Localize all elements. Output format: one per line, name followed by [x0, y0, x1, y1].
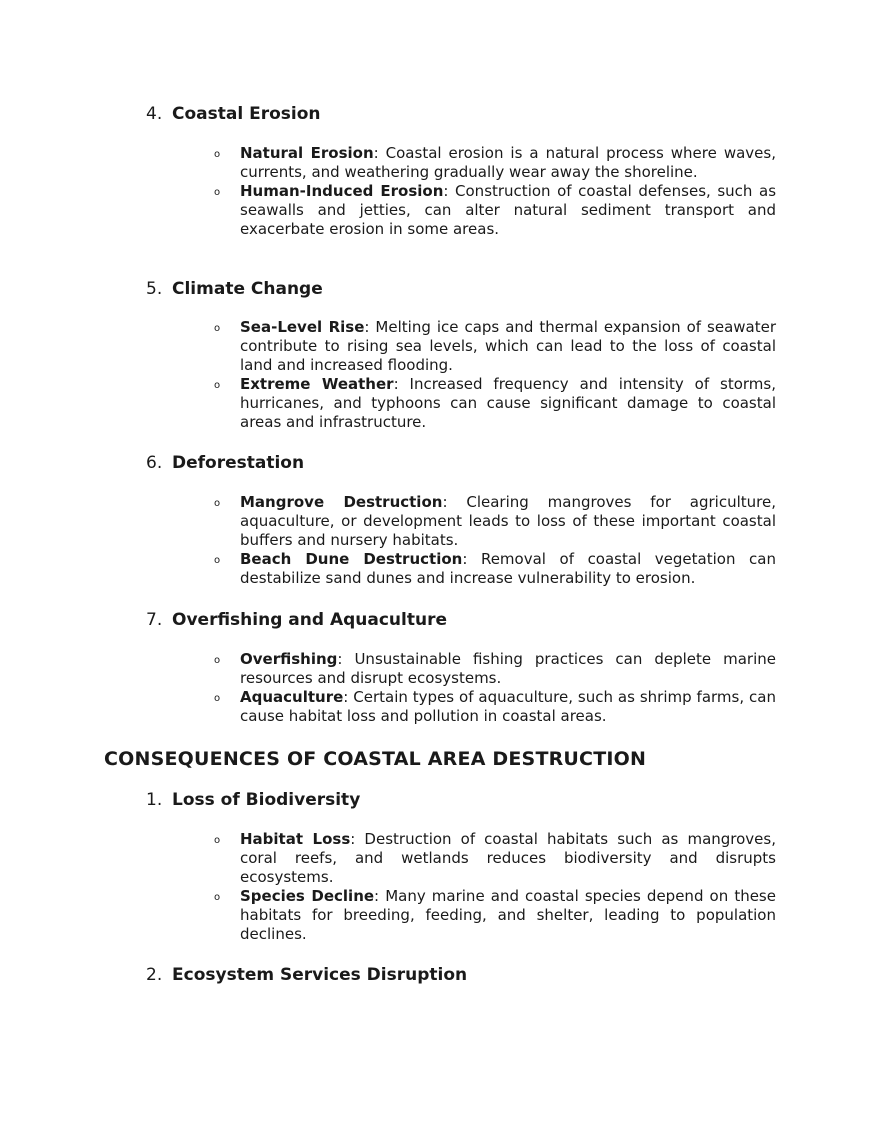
- consequence-heading-biodiversity: [146, 789, 360, 811]
- bullet-text: : Removal of coastal vegetation can destabilize sand dunes and increase vulnerability to erosion.: [240, 550, 776, 587]
- bullet-term: Overfishing: [240, 650, 338, 668]
- bullet-text: : Certain types of aquaculture, such as shrimp farms, can cause habitat loss and pollution in coastal areas.: [240, 688, 776, 725]
- bullet-marker: o: [214, 498, 221, 509]
- bullet-text: : Unsustainable fishing practices can deplete marine resources and disrupt ecosystems.: [240, 650, 776, 687]
- bullet-marker: o: [214, 555, 221, 566]
- bullet-text: : Melting ice caps and thermal expansion of seawater contribute to rising sea levels, which can lead to the loss of coastal land and increased flooding.: [240, 318, 777, 374]
- list-number: 7.: [146, 610, 163, 630]
- list-item: [212, 375, 776, 432]
- list-item: [212, 493, 776, 550]
- bullet-marker: o: [214, 187, 221, 198]
- bullet-text: : Many marine and coastal species depend on these habitats for breeding, feeding, and shelter, leading to population declines.: [240, 887, 776, 943]
- bullet-term: Sea-Level Rise: [240, 318, 365, 336]
- cause-heading-coastal-erosion: [146, 103, 321, 125]
- list-number: 4.: [146, 104, 163, 124]
- bullet-term: Extreme Weather: [240, 375, 394, 393]
- bullet-marker: o: [214, 655, 221, 666]
- heading-text: Deforestation: [172, 453, 305, 473]
- list-item: [212, 887, 776, 944]
- bullet-list-deforestation: [212, 493, 776, 588]
- list-number: 5.: [146, 279, 163, 299]
- bullet-term: Beach Dune Destruction: [240, 550, 463, 568]
- bullet-term: Natural Erosion: [240, 144, 374, 162]
- bullet-text: : Clearing mangroves for agriculture, aquaculture, or development leads to loss of these important coastal buffers and nursery habitats.: [240, 493, 776, 549]
- bullet-marker: o: [214, 149, 221, 160]
- bullet-term: Aquaculture: [240, 688, 344, 706]
- bullet-text: : Construction of coastal defenses, such as seawalls and jetties, can alter natural sediment transport and exacerbate erosion in some areas.: [240, 182, 777, 238]
- list-item: [212, 688, 776, 726]
- bullet-marker: o: [214, 380, 221, 391]
- cause-heading-deforestation: [146, 452, 304, 474]
- heading-text: Climate Change: [172, 279, 323, 299]
- list-item: [212, 830, 776, 887]
- bullet-text: : Increased frequency and intensity of storms, hurricanes, and typhoons can cause significant damage to coastal areas and infrastructure.: [240, 375, 776, 431]
- bullet-term: Human-Induced Erosion: [240, 182, 444, 200]
- heading-text: Loss of Biodiversity: [172, 790, 361, 810]
- list-item: [212, 144, 776, 182]
- list-number: 2.: [146, 965, 163, 985]
- list-item: [212, 550, 776, 588]
- cause-heading-climate-change: [146, 278, 323, 300]
- heading-text: Ecosystem Services Disruption: [172, 965, 468, 985]
- list-item: [212, 182, 776, 239]
- consequence-heading-ecosystem-services: [146, 964, 467, 986]
- bullet-marker: o: [214, 693, 221, 704]
- bullet-text: : Coastal erosion is a natural process where waves, currents, and weathering gradually wear away the shoreline.: [240, 144, 776, 181]
- bullet-marker: o: [214, 323, 221, 334]
- bullet-marker: o: [214, 835, 221, 846]
- heading-text: Coastal Erosion: [172, 104, 321, 124]
- bullet-term: Habitat Loss: [240, 830, 351, 848]
- list-number: 1.: [146, 790, 163, 810]
- list-item: [212, 650, 776, 688]
- list-item: [212, 318, 776, 375]
- heading-text: Overfishing and Aquaculture: [172, 610, 447, 630]
- bullet-list-coastal-erosion: [212, 144, 776, 239]
- bullet-text: : Destruction of coastal habitats such as mangroves, coral reefs, and wetlands reduces biodiversity and disrupts ecosystems.: [240, 830, 776, 886]
- bullet-term: Species Decline: [240, 887, 375, 905]
- section-title: CONSEQUENCES OF COASTAL AREA DESTRUCTION: [104, 748, 647, 770]
- bullet-list-biodiversity: [212, 830, 776, 944]
- bullet-marker: o: [214, 892, 221, 903]
- bullet-list-climate-change: [212, 318, 776, 432]
- bullet-term: Mangrove Destruction: [240, 493, 443, 511]
- bullet-list-overfishing: [212, 650, 776, 726]
- cause-heading-overfishing: [146, 609, 447, 631]
- list-number: 6.: [146, 453, 163, 473]
